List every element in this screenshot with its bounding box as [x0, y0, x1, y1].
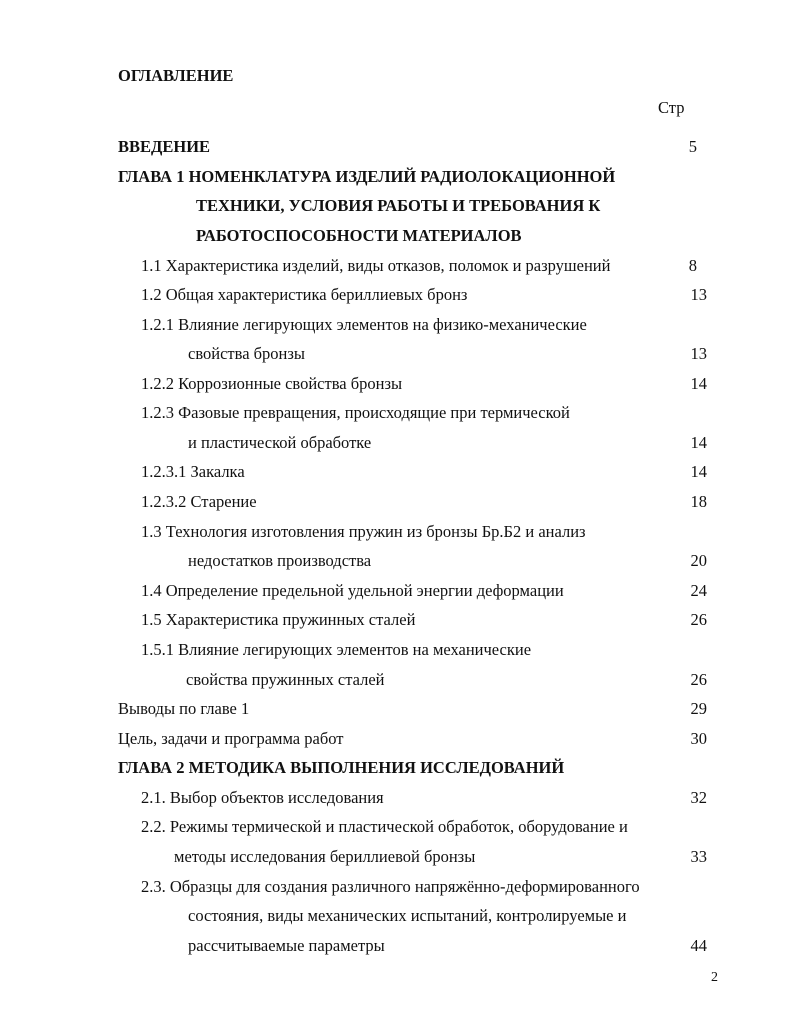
page-column-header: Стр	[658, 98, 685, 117]
toc-entry: 1.2 Общая характеристика бериллиевых бронз	[141, 285, 468, 304]
toc-entry: Цель, задачи и программа работ	[118, 729, 344, 748]
toc-chapter-title: ГЛАВА 2 МЕТОДИКА ВЫПОЛНЕНИЯ ИССЛЕДОВАНИЙ	[118, 758, 565, 777]
toc-page-num: 5	[688, 137, 697, 156]
toc-page-num: 20	[690, 551, 707, 570]
toc-page-num: 13	[690, 285, 707, 304]
toc-entry: 1.2.3.2 Старение	[141, 492, 257, 511]
toc-entry-cont: состояния, виды механических испытаний, контролируемые и	[188, 906, 627, 925]
toc-entry: 2.3. Образцы для создания различного напряжённо-деформированного	[141, 877, 640, 896]
toc-entry-cont: свойства пружинных сталей	[186, 670, 385, 689]
toc-entry: 1.4 Определение предельной удельной энергии деформации	[141, 581, 564, 600]
toc-page-num: 33	[690, 847, 707, 866]
toc-page-num: 14	[690, 433, 707, 452]
toc-chapter-title: ГЛАВА 1 НОМЕНКЛАТУРА ИЗДЕЛИЙ РАДИОЛОКАЦИОННОЙ	[118, 167, 616, 186]
toc-page-num: 14	[690, 462, 707, 481]
toc-entry-intro: ВВЕДЕНИЕ	[118, 137, 211, 156]
toc-entry-cont: методы исследования бериллиевой бронзы	[174, 847, 476, 866]
toc-entry: 2.2. Режимы термической и пластической обработок, оборудование и	[141, 817, 628, 836]
toc-entry: 2.1. Выбор объектов исследования	[141, 788, 384, 807]
toc-chapter-title-cont: РАБОТОСПОСОБНОСТИ МАТЕРИАЛОВ	[196, 226, 522, 245]
toc-chapter-title-cont: ТЕХНИКИ, УСЛОВИЯ РАБОТЫ И ТРЕБОВАНИЯ К	[196, 196, 601, 215]
toc-entry-cont: и пластической обработке	[188, 433, 372, 452]
toc-entry: 1.5 Характеристика пружинных сталей	[141, 610, 416, 629]
toc-page-num: 26	[690, 670, 707, 689]
toc-entry: 1.5.1 Влияние легирующих элементов на механические	[141, 640, 532, 659]
toc-entry: 1.2.1 Влияние легирующих элементов на физико-механические	[141, 315, 587, 334]
toc-entry: 1.3 Технология изготовления пружин из бронзы Бр.Б2 и анализ	[141, 522, 586, 541]
toc-page-num: 14	[690, 374, 707, 393]
toc-page-num: 8	[688, 256, 697, 275]
toc-entry-cont: свойства бронзы	[188, 344, 305, 363]
toc-page-num: 30	[690, 729, 707, 748]
toc-heading: ОГЛАВЛЕНИЕ	[118, 66, 234, 85]
toc-page-num: 32	[690, 788, 707, 807]
toc-page-num: 13	[690, 344, 707, 363]
toc-page-num: 24	[690, 581, 707, 600]
toc-page-num: 18	[690, 492, 707, 511]
toc-entry: 1.2.3 Фазовые превращения, происходящие при термической	[141, 403, 570, 422]
toc-entry-cont: рассчитываемые параметры	[188, 936, 385, 955]
toc-page-num: 44	[690, 936, 707, 955]
toc-entry: 1.2.3.1 Закалка	[141, 462, 245, 481]
page-number: 2	[711, 970, 718, 985]
toc-entry: 1.2.2 Коррозионные свойства бронзы	[141, 374, 403, 393]
toc-page-num: 26	[690, 610, 707, 629]
toc-entry: Выводы по главе 1	[118, 699, 250, 718]
toc-page-num: 29	[690, 699, 707, 718]
toc-entry: 1.1 Характеристика изделий, виды отказов, поломок и разрушений	[141, 256, 611, 275]
toc-entry-cont: недостатков производства	[188, 551, 372, 570]
